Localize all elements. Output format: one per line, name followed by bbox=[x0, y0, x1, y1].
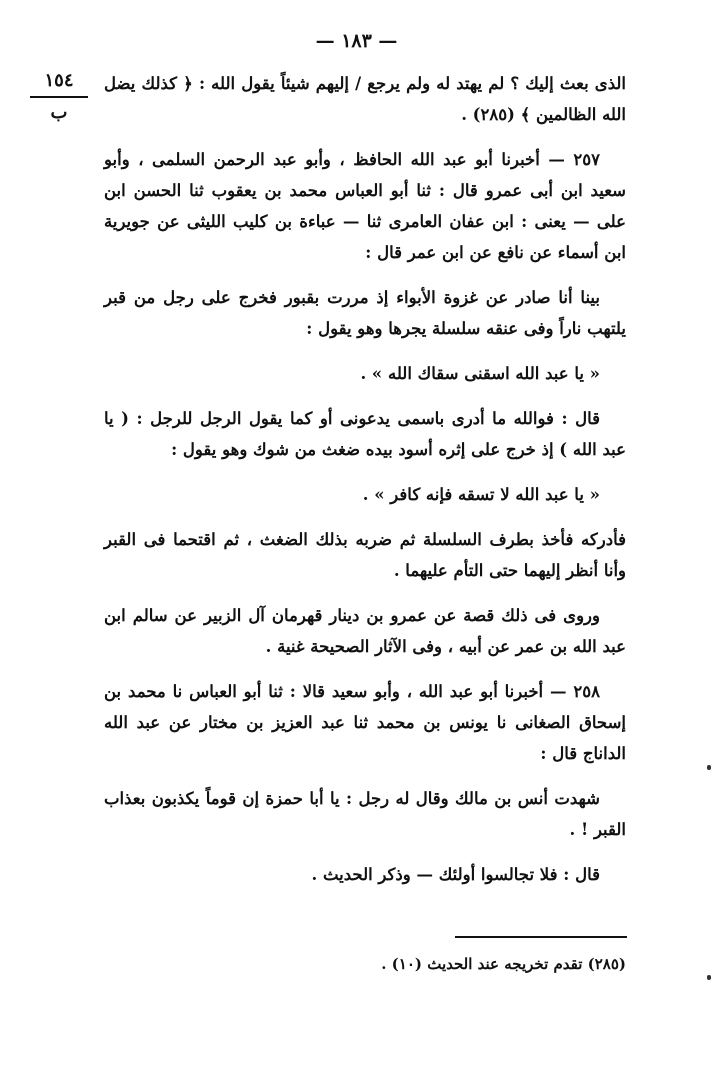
manuscript-folio-marker bbox=[26, 68, 92, 126]
paragraph-8: وروى فى ذلك قصة عن عمرو بن دينار قهرمان آل الزبير عن سالم ابن عبد الله بن عمر عن أبيه ، وفى الآثار الصحيحة غنية . bbox=[104, 606, 626, 656]
paragraph-1: الذى بعث إليك ؟ لم يهتد له ولم يرجع / إليهم شيئاً يقول الله : ﴿ كذلك يضل الله الظالمين ﴾ (٢٨٥) . bbox=[104, 74, 626, 124]
footnote-divider bbox=[455, 936, 627, 938]
paragraph-10: شهدت أنس بن مالك وقال له رجل : يا أبا حمزة إن قوماً يكذبون بعذاب القبر ! . bbox=[104, 789, 626, 839]
hadith-258-isnad: ٢٥٨ — أخبرنا أبو عبد الله ، وأبو سعيد قالا : ثنا أبو العباس نا محمد بن إسحاق الصغانى نا يونس بن محمد ثنا عبد العزيز بن مختار عن عبد الله الداناج قال : bbox=[104, 682, 626, 763]
paragraph-3: بينا أنا صادر عن غزوة الأبواء إذ مررت بقبور فخرج على رجل من قبر يلتهب ناراً وفى عنقه سلسلة يجرها وهو يقول : bbox=[104, 288, 626, 338]
quote-1: « يا عبد الله اسقنى سقاك الله » . bbox=[360, 364, 600, 383]
main-text bbox=[104, 68, 626, 904]
paragraph-11: قال : فلا تجالسوا أولئك — وذكر الحديث . bbox=[311, 865, 600, 884]
folio-divider bbox=[30, 96, 88, 98]
hadith-257-isnad: ٢٥٧ — أخبرنا أبو عبد الله الحافظ ، وأبو عبد الرحمن السلمى ، وأبو سعيد ابن أبى عمرو قال : ثنا أبو العباس محمد بن يعقوب ثنا الحسن ابن على — يعنى : ابن عفان العامرى ثنا — عباءة بن كليب الليثى عن جويرية ابن أسماء عن نافع عن ابن عمر قال : bbox=[104, 150, 626, 262]
paragraph-7: فأدركه فأخذ بطرف السلسلة ثم ضربه بذلك الضغث ، ثم اقتحما فى القبر وأنا أنظر إليهما حتى التأم عليهما . bbox=[104, 530, 626, 580]
folio-number: ١٥٤ bbox=[44, 70, 74, 91]
paragraph-5: قال : فوالله ما أدرى باسمى يدعونى أو كما يقول الرجل للرجل : ( يا عبد الله ) إذ خرج على إثره أسود بيده ضغث من شوك وهو يقول : bbox=[104, 409, 626, 459]
scan-speck bbox=[707, 765, 711, 770]
scan-speck bbox=[707, 975, 711, 980]
footnote-285: (٢٨٥) تقدم تخريجه عند الحديث (١٠) . bbox=[381, 955, 626, 973]
page-number: — ١٨٣ — bbox=[315, 30, 398, 52]
quote-2: « يا عبد الله لا تسقه فإنه كافر » . bbox=[362, 485, 600, 504]
folio-side: ب bbox=[50, 102, 68, 123]
